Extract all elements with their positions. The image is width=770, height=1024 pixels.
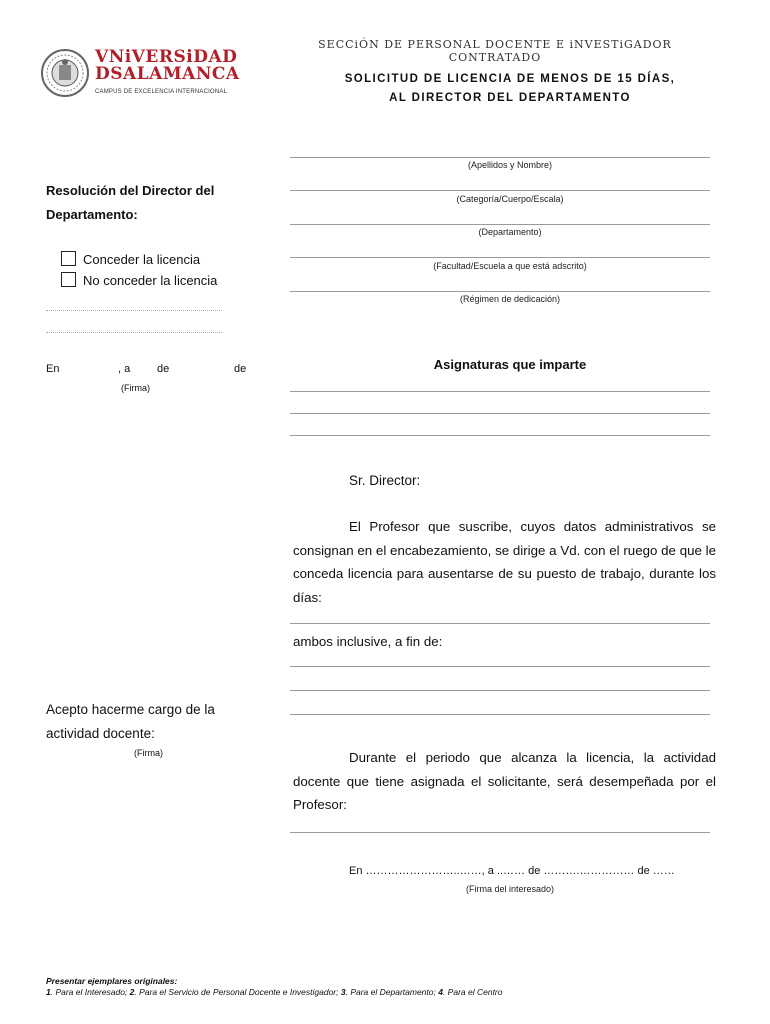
- purpose-line-2[interactable]: [290, 690, 710, 691]
- footer-copies: [46, 987, 502, 997]
- logo-line-1: VNiVERSiDAD: [95, 47, 238, 67]
- logo-tagline: CAMPUS DE EXCELENCIA INTERNACIONAL: [95, 89, 228, 95]
- resolution-title: [46, 179, 214, 227]
- resolution-title-line-1: Resolución del Director del: [46, 183, 215, 198]
- firma-interesado: (Firma del interesado): [465, 884, 555, 894]
- footer-copy-1-number: 1: [46, 987, 51, 997]
- purpose-line-3[interactable]: [290, 714, 710, 715]
- request-date-line: En ……………………..……, a ..…… de ……….…………… de ……: [349, 865, 675, 877]
- footer-copy-4-number: 4: [438, 987, 443, 997]
- name-field-label: (Apellidos y Nombre): [467, 160, 553, 170]
- acepto-line-1: Acepto hacerme cargo de la: [46, 702, 215, 717]
- document-title-line-1: SOLICITUD DE LICENCIA DE MENOS DE 15 DÍAS,: [344, 73, 676, 85]
- resolution-notes-line-1[interactable]: [46, 310, 222, 311]
- faculty-field-line[interactable]: [290, 257, 710, 258]
- university-logo-text: [95, 47, 240, 84]
- asignaturas-line-3[interactable]: [290, 435, 710, 436]
- department-field-label: (Departamento): [478, 227, 542, 237]
- asignaturas-line-1[interactable]: [290, 391, 710, 392]
- resolution-place-de-2: de: [234, 363, 247, 375]
- footer-copy-3-number: 3: [340, 987, 346, 997]
- name-field-line[interactable]: [290, 157, 710, 158]
- footer-copy-1-text: . Para el Interesado;: [50, 987, 130, 997]
- category-field-line[interactable]: [290, 190, 710, 191]
- letter-paragraph-2: Durante el periodo que alcanza la licencia, la actividad docente que tiene asignada el solicitante, será desempeñada por el Profesor:: [293, 750, 716, 812]
- footer-copy-3-text: . Para el Departamento;: [345, 987, 439, 997]
- resolution-firma: (Firma): [121, 383, 150, 393]
- letter-paragraph-1: El Profesor que suscribe, cuyos datos administrativos se consignan en el encabezamiento, se dirige a Vd. con el ruego de que le conceda licencia para ausentarse de su puesto de trabajo, durante los días:: [293, 519, 716, 605]
- category-field-label: (Categoría/Cuerpo/Escala): [456, 194, 564, 204]
- document-title: [290, 70, 730, 108]
- logo-line-2: DSALAMANCA: [95, 64, 240, 84]
- section-title: SECCiÓN DE PERSONAL DOCENTE E iNVESTiGADOR CONTRATADO: [318, 38, 672, 64]
- document-title-line-2: AL DIRECTOR DEL DEPARTAMENTO: [389, 92, 631, 104]
- asignaturas-line-2[interactable]: [290, 413, 710, 414]
- resolution-place-en: En: [46, 363, 60, 375]
- conceder-checkbox[interactable]: [61, 251, 76, 266]
- acepto-text: [46, 698, 215, 746]
- no-conceder-checkbox[interactable]: [61, 272, 76, 287]
- footer-copy-2-number: 2: [129, 987, 135, 997]
- acepto-firma: (Firma): [134, 748, 163, 758]
- resolution-notes-line-2[interactable]: [46, 332, 222, 333]
- resolution-place-de-1: de: [157, 363, 170, 375]
- resolution-title-line-2: Departamento:: [46, 207, 138, 222]
- ambos-inclusive-label: ambos inclusive, a fin de:: [293, 634, 443, 649]
- faculty-field-label: (Facultad/Escuela a que está adscrito): [433, 261, 587, 271]
- purpose-line-1[interactable]: [290, 666, 710, 667]
- asignaturas-title: Asignaturas que imparte: [433, 357, 587, 372]
- footer-copy-2-text: . Para el Servicio de Personal Docente e Investigador;: [134, 987, 341, 997]
- days-field-line[interactable]: [290, 623, 710, 624]
- dedication-field-line[interactable]: [290, 291, 710, 292]
- salutation: Sr. Director:: [349, 473, 421, 488]
- footer-copy-4-text: . Para el Centro: [442, 987, 503, 997]
- department-field-line[interactable]: [290, 224, 710, 225]
- substitute-professor-line[interactable]: [290, 832, 710, 833]
- footer-heading: Presentar ejemplares originales:: [46, 976, 178, 986]
- dedication-field-label: (Régimen de dedicación): [459, 294, 561, 304]
- no-conceder-label: No conceder la licencia: [83, 273, 218, 288]
- conceder-label: Conceder la licencia: [83, 252, 201, 267]
- university-seal-icon: [40, 48, 90, 98]
- resolution-place-a: , a: [118, 363, 131, 375]
- acepto-line-2: actividad docente:: [46, 726, 155, 741]
